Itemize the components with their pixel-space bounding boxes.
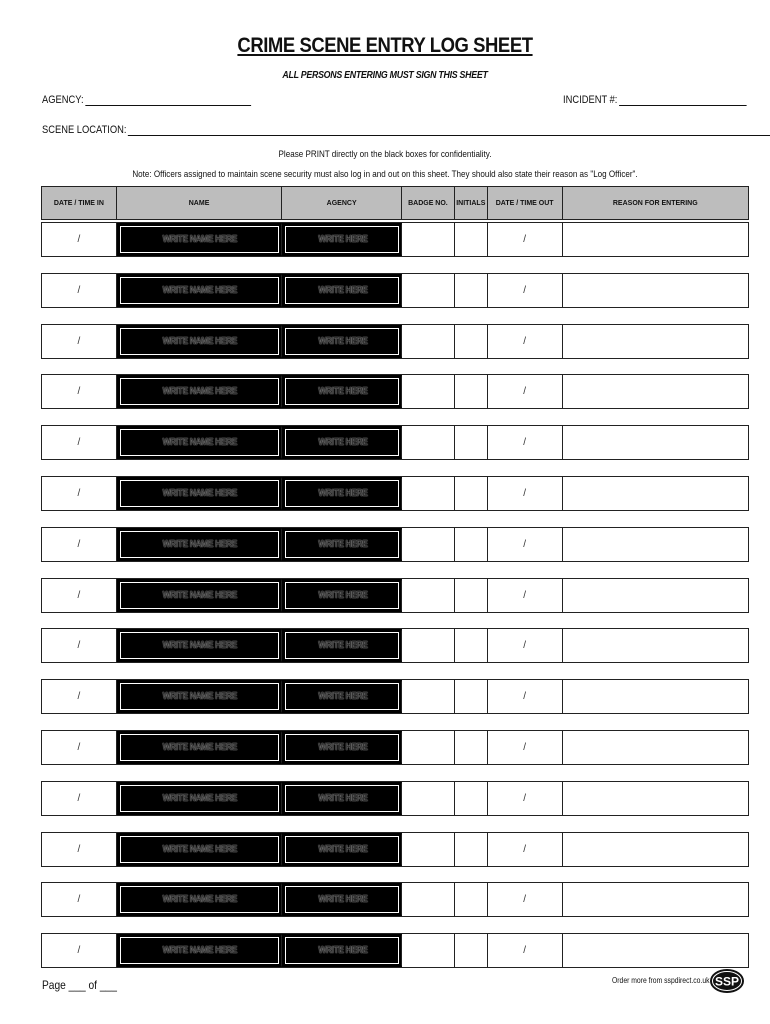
date-time-out-cell[interactable]: / <box>488 375 563 408</box>
reason-cell[interactable] <box>563 833 748 866</box>
badge-no-cell[interactable] <box>402 477 455 510</box>
col-initials: INITIALS <box>455 187 488 219</box>
name-box[interactable] <box>117 833 283 866</box>
name-box-text: WRITE NAME HERE <box>162 894 238 905</box>
table-row <box>41 222 749 257</box>
agency-label: AGENCY: <box>42 94 84 106</box>
page-title: CRIME SCENE ENTRY LOG SHEET <box>237 34 533 57</box>
name-box[interactable] <box>117 934 283 967</box>
agency-box[interactable] <box>282 731 402 764</box>
print-note: Please PRINT directly on the black boxes for confidentiality. <box>278 149 492 160</box>
name-box-text: WRITE NAME HERE <box>162 844 238 855</box>
initials-cell[interactable] <box>455 579 488 612</box>
reason-cell[interactable] <box>563 782 748 815</box>
agency-box-text: WRITE HERE <box>318 437 368 448</box>
date-time-out-cell[interactable]: / <box>488 477 563 510</box>
name-box[interactable] <box>117 629 283 662</box>
agency-box[interactable] <box>282 883 402 916</box>
date-time-out-cell[interactable]: / <box>488 782 563 815</box>
reason-cell[interactable] <box>563 274 748 307</box>
date-time-in-cell[interactable]: / <box>42 629 117 662</box>
name-box-text: WRITE NAME HERE <box>162 590 238 601</box>
agency-box-text: WRITE HERE <box>318 488 368 499</box>
agency-box-text: WRITE HERE <box>318 844 368 855</box>
agency-box[interactable] <box>282 325 402 358</box>
agency-box[interactable] <box>282 223 402 256</box>
agency-box[interactable] <box>282 528 402 561</box>
page-subtitle: ALL PERSONS ENTERING MUST SIGN THIS SHEET <box>282 70 488 81</box>
date-time-in-cell[interactable]: / <box>42 934 117 967</box>
initials-cell[interactable] <box>455 223 488 256</box>
date-time-in-cell[interactable]: / <box>42 375 117 408</box>
date-time-in-cell[interactable]: / <box>42 782 117 815</box>
date-time-out-cell[interactable]: / <box>488 883 563 916</box>
badge-no-cell[interactable] <box>402 274 455 307</box>
scene-location-field[interactable] <box>42 124 770 136</box>
date-time-out-cell[interactable]: / <box>488 528 563 561</box>
reason-cell[interactable] <box>563 477 748 510</box>
agency-box-text: WRITE HERE <box>318 894 368 905</box>
logo-text: SSP <box>714 974 740 989</box>
table-row <box>41 527 749 562</box>
table-row <box>41 730 749 765</box>
badge-no-cell[interactable] <box>402 325 455 358</box>
name-box-text: WRITE NAME HERE <box>162 691 238 702</box>
reason-cell[interactable] <box>563 579 748 612</box>
page-number-field[interactable]: Page ___ of ___ <box>42 978 117 992</box>
agency-box[interactable] <box>282 426 402 459</box>
agency-box-text: WRITE HERE <box>318 640 368 651</box>
name-box[interactable] <box>117 528 283 561</box>
name-box[interactable] <box>117 680 283 713</box>
date-time-out-cell[interactable]: / <box>488 934 563 967</box>
table-row <box>41 324 749 359</box>
badge-no-cell[interactable] <box>402 426 455 459</box>
agency-box-text: WRITE HERE <box>318 742 368 753</box>
initials-cell[interactable] <box>455 731 488 764</box>
initials-cell[interactable] <box>455 782 488 815</box>
agency-box-text: WRITE HERE <box>318 590 368 601</box>
agency-box-text: WRITE HERE <box>318 234 368 245</box>
agency-box[interactable] <box>282 477 402 510</box>
name-box-text: WRITE NAME HERE <box>162 336 238 347</box>
badge-no-cell[interactable] <box>402 223 455 256</box>
reason-cell[interactable] <box>563 375 748 408</box>
date-time-out-cell[interactable]: / <box>488 426 563 459</box>
badge-no-cell[interactable] <box>402 375 455 408</box>
date-time-in-cell[interactable]: / <box>42 274 117 307</box>
table-row <box>41 933 749 968</box>
incident-label: INCIDENT #: <box>563 94 618 106</box>
initials-cell[interactable] <box>455 883 488 916</box>
initials-cell[interactable] <box>455 375 488 408</box>
agency-box-text: WRITE HERE <box>318 539 368 550</box>
ssp-logo <box>709 968 745 994</box>
scene-location-line[interactable] <box>128 124 770 136</box>
badge-no-cell[interactable] <box>402 528 455 561</box>
name-box[interactable] <box>117 477 283 510</box>
name-box-text: WRITE NAME HERE <box>162 742 238 753</box>
badge-no-cell[interactable] <box>402 731 455 764</box>
table-row <box>41 374 749 409</box>
agency-box-text: WRITE HERE <box>318 793 368 804</box>
name-box-text: WRITE NAME HERE <box>162 285 238 296</box>
agency-box[interactable] <box>282 833 402 866</box>
incident-line[interactable] <box>619 94 747 106</box>
order-text: Order more from sspdirect.co.uk <box>612 976 710 985</box>
table-header <box>41 186 749 220</box>
name-box-text: WRITE NAME HERE <box>162 234 238 245</box>
badge-no-cell[interactable] <box>402 833 455 866</box>
table-row <box>41 882 749 917</box>
name-box[interactable] <box>117 223 283 256</box>
agency-box-text: WRITE HERE <box>318 336 368 347</box>
agency-box[interactable] <box>282 375 402 408</box>
date-time-in-cell[interactable]: / <box>42 833 117 866</box>
col-date-time-in: DATE / TIME IN <box>42 187 117 219</box>
name-box[interactable] <box>117 731 283 764</box>
scene-location-label: SCENE LOCATION: <box>42 124 127 136</box>
table-row <box>41 679 749 714</box>
table-row <box>41 628 749 663</box>
name-box-text: WRITE NAME HERE <box>162 437 238 448</box>
reason-cell[interactable] <box>563 934 748 967</box>
name-box-text: WRITE NAME HERE <box>162 488 238 499</box>
col-badge-no: BADGE NO. <box>402 187 455 219</box>
name-box-text: WRITE NAME HERE <box>162 539 238 550</box>
initials-cell[interactable] <box>455 833 488 866</box>
badge-no-cell[interactable] <box>402 579 455 612</box>
reason-cell[interactable] <box>563 325 748 358</box>
reason-cell[interactable] <box>563 426 748 459</box>
agency-box-text: WRITE HERE <box>318 386 368 397</box>
agency-box-text: WRITE HERE <box>318 285 368 296</box>
initials-cell[interactable] <box>455 528 488 561</box>
agency-box-text: WRITE HERE <box>318 691 368 702</box>
initials-cell[interactable] <box>455 274 488 307</box>
table-row <box>41 578 749 613</box>
initials-cell[interactable] <box>455 680 488 713</box>
date-time-out-cell[interactable]: / <box>488 629 563 662</box>
badge-no-cell[interactable] <box>402 782 455 815</box>
date-time-in-cell[interactable]: / <box>42 223 117 256</box>
date-time-in-cell[interactable]: / <box>42 477 117 510</box>
agency-box[interactable] <box>282 274 402 307</box>
col-name: NAME <box>117 187 283 219</box>
reason-cell[interactable] <box>563 528 748 561</box>
initials-cell[interactable] <box>455 325 488 358</box>
name-box[interactable] <box>117 579 283 612</box>
name-box-text: WRITE NAME HERE <box>162 386 238 397</box>
agency-box[interactable] <box>282 934 402 967</box>
agency-field[interactable] <box>42 94 251 106</box>
date-time-out-cell[interactable]: / <box>488 731 563 764</box>
date-time-out-cell[interactable]: / <box>488 274 563 307</box>
agency-box[interactable] <box>282 579 402 612</box>
name-box-text: WRITE NAME HERE <box>162 945 238 956</box>
date-time-in-cell[interactable]: / <box>42 731 117 764</box>
date-time-out-cell[interactable]: / <box>488 833 563 866</box>
reason-cell[interactable] <box>563 680 748 713</box>
initials-cell[interactable] <box>455 629 488 662</box>
date-time-out-cell[interactable]: / <box>488 325 563 358</box>
table-row <box>41 425 749 460</box>
date-time-in-cell[interactable]: / <box>42 426 117 459</box>
name-box-text: WRITE NAME HERE <box>162 793 238 804</box>
date-time-in-cell[interactable]: / <box>42 325 117 358</box>
name-box[interactable] <box>117 325 283 358</box>
agency-line[interactable] <box>85 94 251 106</box>
reason-cell[interactable] <box>563 883 748 916</box>
table-row <box>41 832 749 867</box>
col-agency: AGENCY <box>282 187 402 219</box>
name-box[interactable] <box>117 274 283 307</box>
incident-field[interactable] <box>563 94 747 106</box>
badge-no-cell[interactable] <box>402 629 455 662</box>
date-time-in-cell[interactable]: / <box>42 680 117 713</box>
date-time-out-cell[interactable]: / <box>488 223 563 256</box>
agency-box[interactable] <box>282 629 402 662</box>
reason-cell[interactable] <box>563 731 748 764</box>
badge-no-cell[interactable] <box>402 883 455 916</box>
table-row <box>41 273 749 308</box>
reason-cell[interactable] <box>563 629 748 662</box>
date-time-out-cell[interactable]: / <box>488 680 563 713</box>
badge-no-cell[interactable] <box>402 680 455 713</box>
agency-box-text: WRITE HERE <box>318 945 368 956</box>
date-time-out-cell[interactable]: / <box>488 579 563 612</box>
agency-box[interactable] <box>282 680 402 713</box>
date-time-in-cell[interactable]: / <box>42 579 117 612</box>
name-box[interactable] <box>117 883 283 916</box>
officer-note: Note: Officers assigned to maintain scene security must also log in and out on this sheet. They should also state their reason as "Log Officer". <box>132 169 638 180</box>
agency-box[interactable] <box>282 782 402 815</box>
reason-cell[interactable] <box>563 223 748 256</box>
name-box-text: WRITE NAME HERE <box>162 640 238 651</box>
initials-cell[interactable] <box>455 426 488 459</box>
col-reason: REASON FOR ENTERING <box>612 199 698 207</box>
name-box[interactable] <box>117 782 283 815</box>
col-date-time-out: DATE / TIME OUT <box>488 187 563 219</box>
date-time-in-cell[interactable]: / <box>42 883 117 916</box>
table-row <box>41 476 749 511</box>
initials-cell[interactable] <box>455 477 488 510</box>
initials-cell[interactable] <box>455 934 488 967</box>
name-box[interactable] <box>117 375 283 408</box>
table-row <box>41 781 749 816</box>
badge-no-cell[interactable] <box>402 934 455 967</box>
name-box[interactable] <box>117 426 283 459</box>
date-time-in-cell[interactable]: / <box>42 528 117 561</box>
